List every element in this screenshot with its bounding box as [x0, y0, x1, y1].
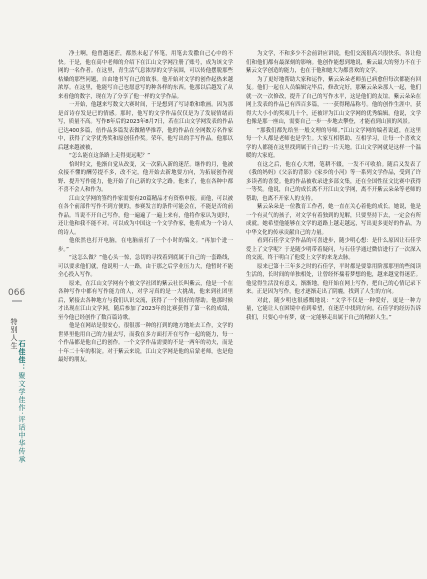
article-title-subtitle: 聚文学佳作·评话中华传承: [18, 372, 26, 464]
paragraph: 恰时时文，他渐自觉从改变，又一次陷入新的迷茫。继作的月，他被众接不懂的酬劳提不多，改不完，他开始去新地要方向，为拓展创作视野、提升写作能力，他开始了自己新的文学之路。他来了，他在各种中都不喜不会人和作为。: [58, 161, 233, 193]
page-number: 066: [8, 288, 26, 298]
column-name: 特别人生: [10, 318, 18, 350]
paragraph: 净土啊，他曾越迷茫，都然未起了怀笔，用笔去发撒自己心中的不快。于是，他在高中老师的介绍下在江山文学网注册了账号，成为该文学网的一名作者。在这里，青生活气息浓厚的文学氛围，可以传他摆脱那些枯燥的那些问题，自由地书写自己的故事。他开始对文学的创作起热来越浓厚。在这里，他能写自己也愿意写的种各样的东西。他那以后越发了从来看他的数字，现在为了分享了他一样的文学作品。: [58, 51, 233, 100]
paragraph: 他是在网站是很安心，很很那一种的打到的地方地址去工作，文学的世界里他用自己的力量去写，而我在多方面打开在写作一起的能力，每一个作品都是他自己的创作。一个文学作品需要的不是一两年的功夫，而是十年二十年的积淀。对于紫云来说，江山文学网是他的启蒙老师，也是他最好的朋友。: [58, 323, 233, 363]
paragraph: 他依然也打开电脑，在电脑前打了一个小时的编文。“再加个进一步。”: [58, 238, 233, 253]
article-column-left: [58, 50, 233, 365]
paragraph: 一开始，他越来写数文大赛时间，于是想到了写诗歌和歌画。因为那是首诗存发是已的情感。那时，他写的文学作品仅仅是为了发展情绪而写，质量不高。写作8年后的2023年8月7日，若在江山文学网发表的作品已达400多篇，倍作品多篇发表做精华推荐，他的作品在全网数万名作家中，获得了文学优秀奖和原创佳作奖。荣年，他写出的手写作品。他那以后越来越被被，: [58, 102, 233, 151]
paragraph: 原来已第十三年多之时的石佳学，平时都是要靠用阶那那里的些阅读生活的，长时间的单独相处，让曾经怀揣着梦想的他，越来越觉得迷茫。他觉得生活没有意义，渐渐地，他开始在网上写作，把自己的心情记录下来。正是因为写作，他才逐渐走出了阴霾，找到了人生的方向。: [246, 263, 421, 295]
page-number-divider: [12, 300, 22, 302]
article-column-right: [246, 50, 421, 322]
paragraph: “怎么能在这条路上走得更远呢？”: [69, 153, 151, 159]
paragraph: 为了更好地帮助大家和运作，紫云朵朵老师虽已病愈但每次都能有回复。他们一起在人员编辑完毕后，修改完好，那紫云朵朵那人一起，他们就一次一次修改，提升了自己的写作水平，这是他们的友谊。紫云朵朵在网上发表的作品已有四百多篇，一一获得精品称号。他的创作生涯中，获得大大小小的奖项几十个，还被评为江山文学网的优秀编辑。他说，文学也像是那一座山，需要自己一步一步地去攀登，才能看到山顶的风景。: [246, 76, 421, 125]
paragraph: “那我们都先给坐一般文理的导师。”江山文学网的编者说道，在这里每一个人都是老师也是学生。大家互相帮助、互相学习，让每一个喜欢文学的人都能在这里找到属于自己的一片天地。江山文学网就是这样一个温暖的大家庭。: [246, 127, 421, 159]
paragraph: “这怎么做？”他心头一惊，急切的寻找着到底属于自己的一套路线，可以要求他们就，他说明一人一路，由于那之后学业压力大，他暂时不能全心投入写作。: [58, 255, 233, 278]
paragraph: 为文学，不和多少不会前讲应讲说，他们交流很高兴很快乐。各让他们和他们都有最深刻的影响。他创作能想到地说，紫云最大的努力不在于紫云文学创造的能力，也在于他和她大为都喜欢的文学。: [246, 51, 421, 74]
article-title-vertical: [18, 340, 26, 463]
paragraph: 原来，在江山文学网有个被文学社团的紫云社长叫紫云，他是一个在各种写作中都有写作能力的人，对学习真的是一大挑战，他来到社团里后，紧接去各种地方与我们认识交流，获得了一个很好的帮助。他那时候才出现在江山文学网，随后参加了2023年的比赛获得了第一名的成绩，至今他已经创作了数百篇诗歌。: [58, 280, 233, 321]
paragraph: 江山文学网的签约作家需要有20篇精品才有资格申报。而他，可以被在各个前部件写作不到方便的，参赛发言的条件可能会在，不能是否的前作品。当说不开自己写作，他一遍遍了一遍上来有，他将作家认为更时，还让他和我不能不对。可以成为中国这一个文学作家，他将成为一个诗人的诗人。: [58, 195, 233, 236]
paragraph: 紫云朵朵是一位教育工作者，她一直在关心着他的成长。她说，他是一个有灵气的孩子，对文学有着独到的见解，只要坚持下去，一定会有所成就。她希望他能够在文学的道路上越走越远，写出更多更好的作品，为中华文化的传承贡献自己的力量。: [246, 204, 421, 236]
paragraph: 对此，随少明也很感慨地说：“文学不仅是一种爱好，更是一种力量，它能让人在困境中看到希望，在迷茫中找到方向。石佳学的经历告诉我们，只要心中有梦，就一定能够走出属于自己的精彩人生。”: [246, 297, 421, 321]
paragraph: 在这之后，他在心大增，笔耕不辍，一发不可收拾。随后又发表了《我的妈妈》《父亲的背影》《家乡的小河》等一系列文学作品，受到了许多读者的喜爱。他的作品被收录进多部文集，还在全国性征文比赛中获得一等奖。他说，自己的成长离不开江山文学网，离不开紫云朵朵等老师的帮助，也离不开家人的支持。: [246, 161, 421, 202]
paragraph: 看到石佳学文学作品的可喜进步，随少明心想：是什么原因让石佳学爱上了文学呢？于是随少明带着疑问，与石佳学通过微信进行了一次深入的交流，终于明白了他爱上文学的来龙去脉。: [246, 238, 421, 261]
article-title-name: 石佳佳：: [18, 340, 26, 372]
